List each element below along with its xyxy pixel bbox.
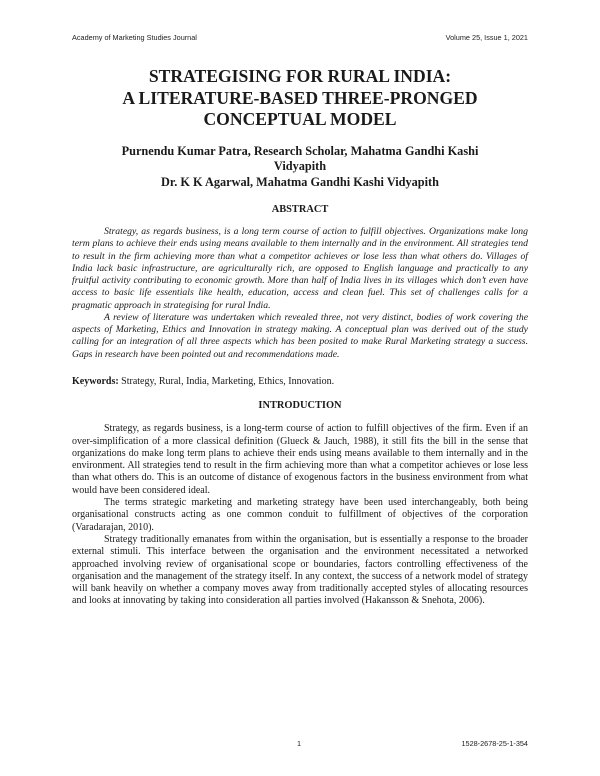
- keywords-line: [72, 376, 528, 389]
- introduction-paragraph: Strategy traditionally emanates from within the organisation, but is essentially a response to the broader external stimuli. This interface between the organisation and the environment necessitated a networked approached involving review of organisational scope or boundaries, factors controlling effectiveness of the organisation and the management of the strategy itself. In any context, the success of a network model of strategy will bank heavily on whether a company moves away from traditionally accepted styles of allocating resources and looks at innovating by taking into consideration all parties involved (Hakansson & Snehota, 2006).: [72, 533, 528, 607]
- title-line: CONCEPTUAL MODEL: [203, 109, 397, 129]
- introduction-paragraph: Strategy, as regards business, is a long-term course of action to fulfill objectives of the firm. Even if an over-simplification of a more classical definition (Glueck & Jauch, 1988), it still fits the bill in the sense that organizations do make long term plans to achieve their ends using means available to them internally and in the environment. All strategies tend to result in the firm achieving more than what a competitor achieves or lose less than what others do. This is an outcome of distance of exogenous factors in the business environment from what would have been considered ideal.: [72, 423, 528, 496]
- author-block: [72, 144, 528, 191]
- author-line: Vidyapith: [273, 159, 327, 173]
- keywords-label: Keywords:: [72, 375, 119, 387]
- title-line: A LITERATURE-BASED THREE-PRONGED: [122, 87, 478, 108]
- introduction-paragraph: The terms strategic marketing and marketing strategy have been used interchangeably, both being organisational constructs acting as one common conduit to fulfillment of objectives of the corporation (Varadarajan, 2010).: [72, 497, 528, 533]
- title-line: STRATEGISING FOR RURAL INDIA:: [148, 66, 452, 86]
- paper-title: [72, 66, 528, 131]
- author-line: Dr. K K Agarwal, Mahatma Gandhi Kashi Vidyapith: [161, 174, 439, 189]
- keywords-list: Strategy, Rural, India, Marketing, Ethics, Innovation.: [121, 375, 335, 387]
- journal-name: Academy of Marketing Studies Journal: [72, 33, 197, 42]
- volume-issue: Volume 25, Issue 1, 2021: [445, 33, 528, 42]
- abstract-paragraph: A review of literature was undertaken which revealed three, not very distinct, bodies of work covering the aspects of Marketing, Ethics and Innovation in strategy making. A conceptual plan was derived out of the study calling for an integration of all three aspects which has been posited to make Rural Marketing strategy a success. Gaps in research have been pointed out and recommendations made.: [72, 311, 528, 360]
- author-line: Purnendu Kumar Patra, Research Scholar, Mahatma Gandhi Kashi: [121, 143, 479, 158]
- abstract-paragraph: Strategy, as regards business, is a long term course of action to fulfill objectives. Organizations make long term plans to achieve their ends using means available to them internally and in the environment. All strategies tend to result in the firm achieving more than what a competitor achieves or lose less than what others do. Villages of India lack basic infrastructure, are agriculturally rich, are opposed to English language and practically to any fruitful activity contributing to economic growth. More than half of India lives in its villages which don’t even have access to basic life essentials like health, education, access and clean fuel. This set of challenges calls for a pragmatic approach in strategising for rural India.: [72, 226, 528, 311]
- introduction-text: [72, 423, 528, 607]
- article-body: [72, 66, 528, 608]
- introduction-heading: INTRODUCTION: [258, 400, 342, 412]
- page-number: 1: [297, 739, 302, 748]
- article-id: 1528-2678-25-1-354: [461, 739, 528, 748]
- abstract-text: [72, 226, 528, 361]
- abstract-heading: ABSTRACT: [271, 204, 329, 215]
